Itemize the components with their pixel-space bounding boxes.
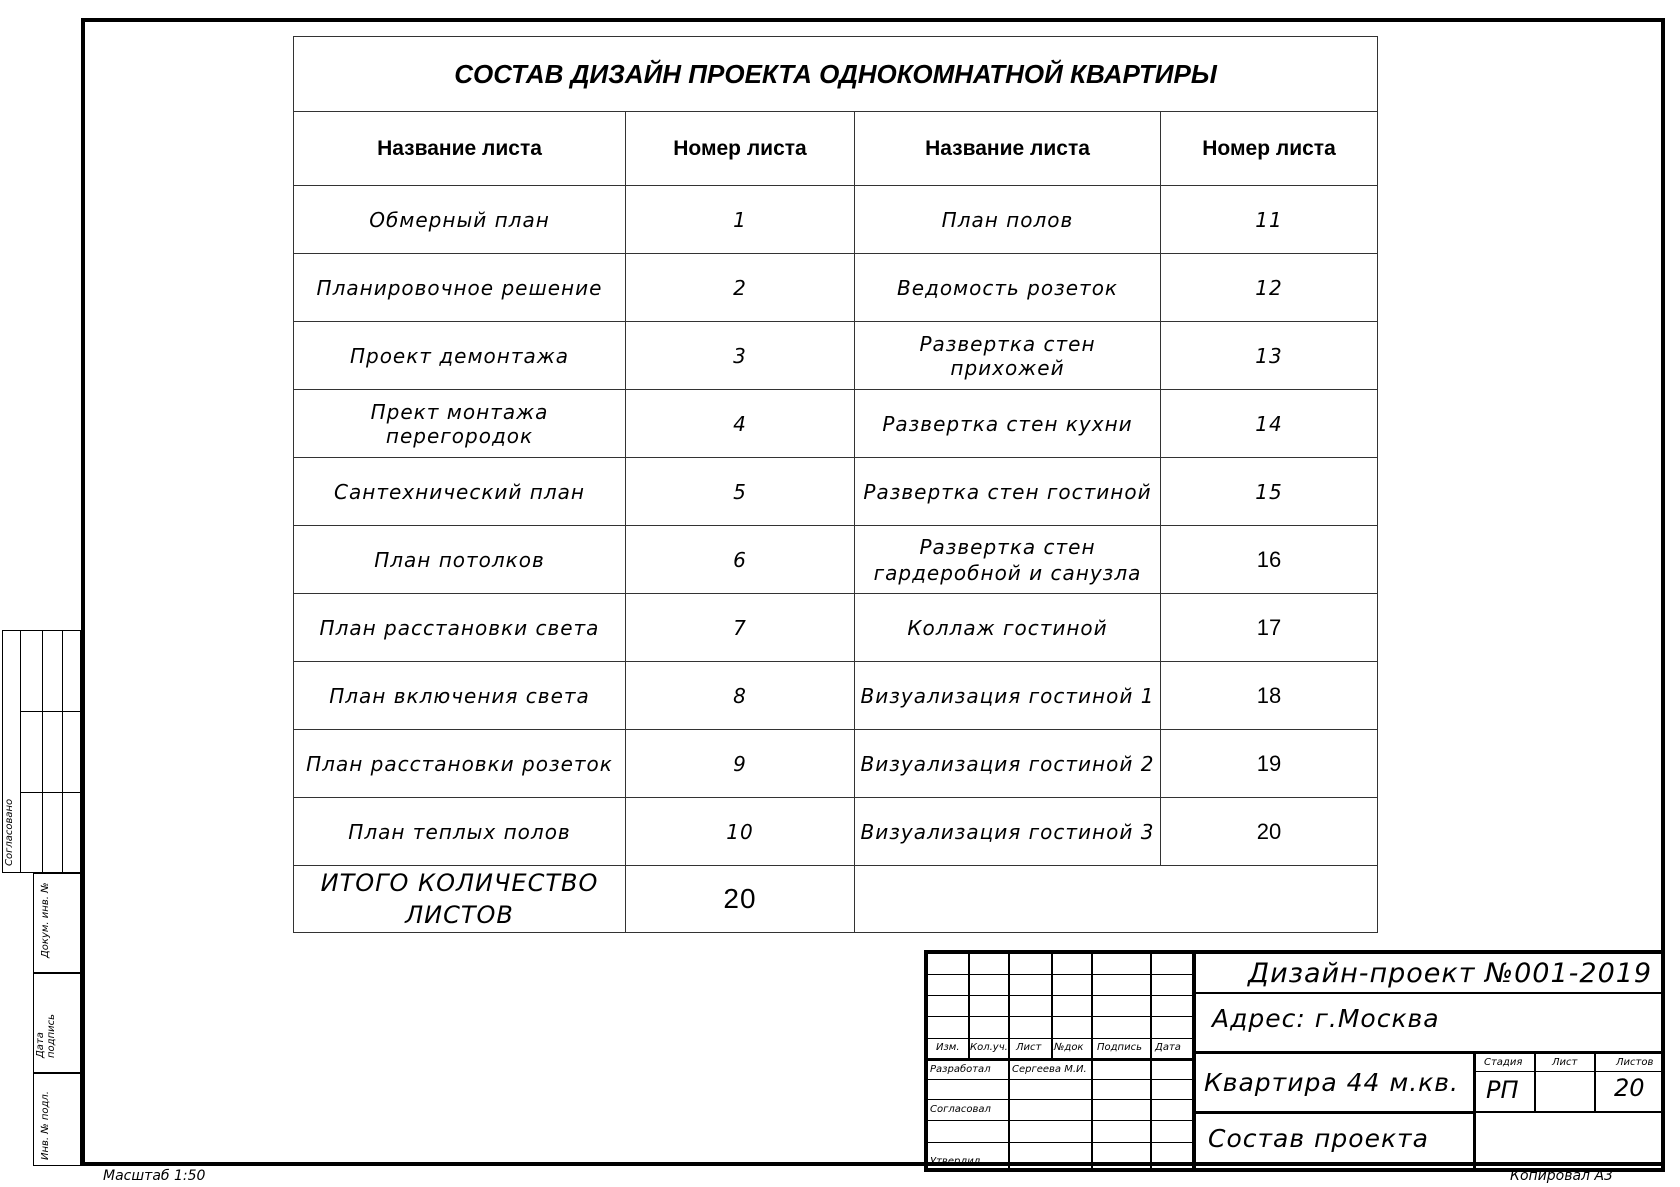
table-row bbox=[294, 662, 1378, 730]
total-value: 20 bbox=[626, 866, 855, 933]
agreed-strip-divider bbox=[42, 630, 43, 873]
col-izm: Изм. bbox=[936, 1042, 960, 1053]
sheet-name: План полов bbox=[855, 186, 1161, 254]
sheet-number: 19 bbox=[1161, 730, 1378, 798]
sheet-number: 9 bbox=[626, 730, 855, 798]
sheet-name: План включения света bbox=[294, 662, 626, 730]
sheet-name: Визуализация гостиной 2 bbox=[855, 730, 1161, 798]
table-row bbox=[294, 594, 1378, 662]
sheet-number: 15 bbox=[1161, 458, 1378, 526]
sheet-name: Визуализация гостиной 1 bbox=[855, 662, 1161, 730]
sheet-name: План теплых полов bbox=[294, 798, 626, 866]
agreed-strip-divider bbox=[20, 711, 81, 712]
table-title: СОСТАВ ДИЗАЙН ПРОЕКТА ОДНОКОМНАТНОЙ КВАРТИРЫ bbox=[294, 37, 1378, 112]
sheets-value: 20 bbox=[1614, 1074, 1645, 1102]
project-composition-table bbox=[293, 36, 1378, 933]
table-row bbox=[294, 390, 1378, 458]
sheet-number: 18 bbox=[1161, 662, 1378, 730]
sheet-number: 17 bbox=[1161, 594, 1378, 662]
sheet-number: 5 bbox=[626, 458, 855, 526]
agreed-label: Согласовал bbox=[930, 1104, 991, 1115]
table-row bbox=[294, 254, 1378, 322]
doc-inv-label: Докум. инв. № bbox=[40, 882, 51, 958]
sheet-name: Визуализация гостиной 3 bbox=[855, 798, 1161, 866]
total-empty-cell bbox=[855, 866, 1378, 933]
agreed-label: Согласовано bbox=[4, 798, 15, 866]
approved-label: Утвердил bbox=[930, 1156, 981, 1167]
sheet-number: 20 bbox=[1161, 798, 1378, 866]
table-row bbox=[294, 798, 1378, 866]
sheet-name: Прект монтажа перегородок bbox=[294, 390, 626, 458]
col-sign: Подпись bbox=[1097, 1042, 1142, 1053]
table-row bbox=[294, 322, 1378, 390]
sheet-number: 12 bbox=[1161, 254, 1378, 322]
header-name-right: Название листа bbox=[855, 112, 1161, 186]
sheet-title: Состав проекта bbox=[1208, 1124, 1429, 1153]
sheets-label: Листов bbox=[1616, 1057, 1654, 1068]
agreed-strip-divider bbox=[62, 630, 63, 873]
stage-label: Стадия bbox=[1484, 1057, 1523, 1068]
sheet-name: План расстановки света bbox=[294, 594, 626, 662]
sheet-number: 4 bbox=[626, 390, 855, 458]
sheet-name: План потолков bbox=[294, 526, 626, 594]
sheet-name: Ведомость розеток bbox=[855, 254, 1161, 322]
address: Адрес: г.Москва bbox=[1212, 1004, 1440, 1033]
developed-label: Разработал bbox=[930, 1064, 991, 1075]
total-label: ИТОГО КОЛИЧЕСТВО ЛИСТОВ bbox=[294, 866, 626, 933]
sheet-name: Сантехнический план bbox=[294, 458, 626, 526]
header-num-left: Номер листа bbox=[626, 112, 855, 186]
sheet-number: 1 bbox=[626, 186, 855, 254]
inv-orig-label: Инв. № подл. bbox=[40, 1091, 51, 1160]
sheet-name: Коллаж гостиной bbox=[855, 594, 1161, 662]
sheet-number: 10 bbox=[626, 798, 855, 866]
sheet-number: 8 bbox=[626, 662, 855, 730]
sheet-number: 6 bbox=[626, 526, 855, 594]
sheet-name: Обмерный план bbox=[294, 186, 626, 254]
developer-name: Сергеева М.И. bbox=[1012, 1064, 1087, 1075]
sheet-name: Развертка стен кухни bbox=[855, 390, 1161, 458]
agreed-strip-divider bbox=[20, 792, 81, 793]
col-list: Лист bbox=[1016, 1042, 1042, 1053]
sheet-number: 16 bbox=[1161, 526, 1378, 594]
table-row bbox=[294, 730, 1378, 798]
project-title: Дизайн-проект №001-2019 bbox=[1248, 958, 1653, 989]
header-name-left: Название листа bbox=[294, 112, 626, 186]
header-row bbox=[294, 112, 1378, 186]
sheet-name: План расстановки розеток bbox=[294, 730, 626, 798]
col-date: Дата bbox=[1155, 1042, 1181, 1053]
sheet-name: Проект демонтажа bbox=[294, 322, 626, 390]
sheet-number: 13 bbox=[1161, 322, 1378, 390]
scale-label: Масштаб 1:50 bbox=[103, 1168, 206, 1184]
total-row bbox=[294, 866, 1378, 933]
table-row bbox=[294, 458, 1378, 526]
sheet-number: 3 bbox=[626, 322, 855, 390]
stage-value: РП bbox=[1486, 1076, 1519, 1104]
col-kol: Кол.уч. bbox=[970, 1042, 1008, 1053]
sheet-name: Развертка стен гостиной bbox=[855, 458, 1161, 526]
table-row bbox=[294, 526, 1378, 594]
sheet-number: 2 bbox=[626, 254, 855, 322]
sheet-number: 11 bbox=[1161, 186, 1378, 254]
list-label: Лист bbox=[1552, 1057, 1578, 1068]
date-sign-label: Дата подпись bbox=[35, 1014, 57, 1058]
sheet-number: 14 bbox=[1161, 390, 1378, 458]
apartment: Квартира 44 м.кв. bbox=[1204, 1068, 1459, 1097]
agreed-strip-divider bbox=[20, 630, 21, 873]
sheet-name: Развертка стен прихожей bbox=[855, 322, 1161, 390]
col-ndoc: №док bbox=[1054, 1042, 1084, 1053]
title-block bbox=[924, 950, 1665, 1172]
table-row bbox=[294, 186, 1378, 254]
sheet-name: Планировочное решение bbox=[294, 254, 626, 322]
sheet-number: 7 bbox=[626, 594, 855, 662]
sheet-name: Развертка стен гардеробной и санузла bbox=[855, 526, 1161, 594]
header-num-right: Номер листа bbox=[1161, 112, 1378, 186]
copied-label: Копировал А3 bbox=[1510, 1168, 1613, 1184]
